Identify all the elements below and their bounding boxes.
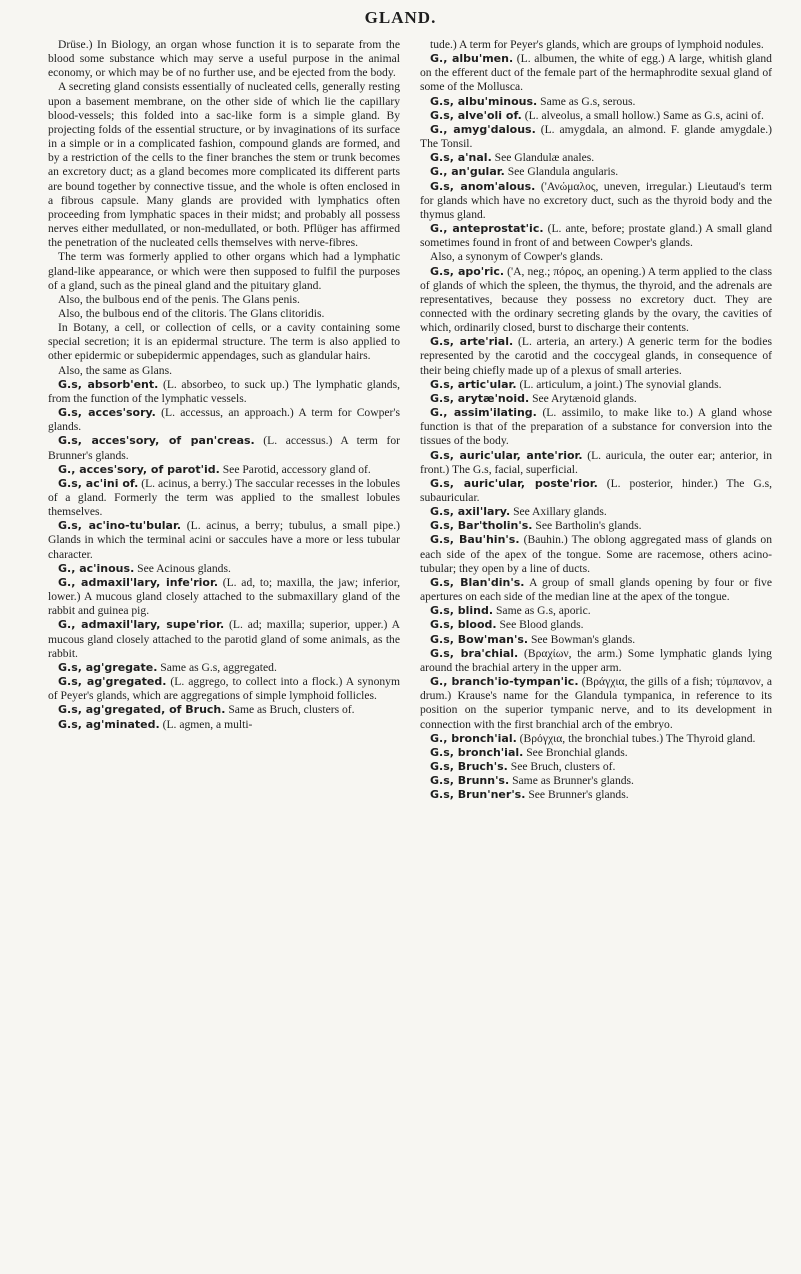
entry-text: See Brunner's glands. [528,788,629,802]
dictionary-entry [420,123,772,151]
entry-text: (L. alveolus, a small hollow.) Same as G.s, acini of. [524,108,764,122]
dictionary-entry [420,618,772,632]
body-paragraph [420,250,772,264]
entry-text: (L. articulum, a joint.) The synovial glands. [519,377,722,391]
entry-text: (L. albumen, the white of egg.) A large, whitish gland on the efferent duct of the female part of the hermaphrodite sexual gland of some of the Mollusca. [420,52,772,94]
entry-text: (L. ad, to; maxilla, the jaw; inferior, lower.) A mucous gland closely attached to the submaxillary gland of the rabbit and guinea pig. [48,575,400,618]
entry-headword: G.s, bra'chial. [430,646,519,660]
entry-headword: G.s, ag'gregated. [58,675,167,689]
dictionary-entry [420,222,772,250]
entry-text: A group of small glands opening by four or five apertures on each side of the median line at the apex of the tongue. [420,575,772,604]
entry-headword: G.s, Bau'hin's. [430,533,520,547]
dictionary-entry [420,477,772,505]
entry-text: Also, a synonym of Cowper's glands. [430,250,604,264]
entry-headword: G.s, bronch'ial. [430,745,524,759]
entry-headword: G., amyg'dalous. [430,122,536,136]
entry-headword: G.s, alve'oli of. [430,108,522,122]
entry-headword: G.s, Brunn's. [430,774,510,788]
entry-headword: G.s, anom'alous. [430,179,536,193]
dictionary-entry [420,788,772,802]
body-paragraph [48,364,400,378]
dictionary-entry [420,265,772,336]
entry-text: See Glandula angularis. [507,165,619,179]
dictionary-entry [420,505,772,519]
entry-headword: G.s, Brun'ner's. [430,788,526,802]
entry-text: (Βράγχια, the gills of a fish; τύμπανον, a drum.) Krause's name for the Glandula tympanica, in reference to its position on the superior tympanic nerve, and to its development in connection with the first branchial arch of the embryo. [420,675,772,731]
dictionary-entry [420,746,772,760]
entry-headword: G.s, a'nal. [430,151,492,165]
dictionary-entry [420,52,772,94]
entry-headword: G.s, ag'gregated, of Bruch. [58,703,226,717]
dictionary-entry [420,449,772,477]
dictionary-entry [420,392,772,406]
entry-text: Drüse.) In Biology, an organ whose function it is to separate from the blood some substance which may serve a useful purpose in the animal economy, or which may be of no further use, and be ejected from the body. [48,38,400,80]
entry-headword: G., albu'men. [430,52,514,66]
entry-text: Same as G.s, serous. [540,94,636,108]
entry-headword: G.s, absorb'ent. [58,377,159,391]
entry-text: (Βραχίων, the arm.) Some lymphatic glands lying around the brachial artery in the upper arm. [420,646,772,674]
entry-text: See Bowman's glands. [530,632,636,646]
dictionary-entry [420,533,772,575]
dictionary-entry [420,109,772,123]
entry-text: (L. accessus.) A term for Brunner's glands. [48,434,400,462]
entry-headword: G.s, ag'minated. [58,717,160,731]
body-paragraph [48,80,400,250]
dictionary-entry [420,647,772,675]
entry-text: (L. amygdala, an almond. F. glande amygdale.) The Tonsil. [420,122,772,151]
entry-text: (L. posterior, hinder.) The G.s, subauricular. [420,476,772,504]
dictionary-entry [420,760,772,774]
entry-headword: G., anteprostat'ic. [430,222,544,236]
entry-headword: G.s, auric'ular, ante'rior. [430,448,583,462]
entry-text: Also, the same as Glans. [58,363,172,377]
entry-text: See Acinous glands. [137,561,231,575]
entry-headword: G.s, ac'ino-tu'bular. [58,519,182,533]
body-paragraph [48,38,400,80]
entry-text: (L. aggrego, to collect into a flock.) A synonym of Peyer's glands, which are aggregations of simple lymphoid follicles. [48,675,400,703]
entry-headword: G.s, artic'ular. [430,377,517,391]
body-paragraph [48,307,400,321]
entry-headword: G., admaxil'lary, supe'rior. [58,618,225,632]
entry-text: See Arytænoid glands. [532,391,637,405]
entry-text: ('A, neg.; πόρος, an opening.) A term applied to the class of glands of which the spleen, the thymus, the thyroid, and the adrenals are representatives, because they possess no excretory duct. They are connected with the ordinary secreting glands by the ovary, the cavities of which, ordinarily closed, burst to discharge their contents. [420,264,772,335]
entry-headword: G., branch'io-tympan'ic. [430,675,579,689]
entry-text: (Bauhin.) The oblong aggregated mass of glands on each side of the apex of the tongue. Some are racemose, others acino-tubular; they open by a line of ducts. [420,533,772,575]
entry-headword: G., admaxil'lary, infe'rior. [58,575,218,589]
entry-headword: G., acces'sory, of parot'id. [58,462,220,476]
dictionary-entry [48,378,400,406]
dictionary-entry [48,718,400,732]
entry-headword: G.s, auric'ular, poste'rior. [430,476,598,490]
dictionary-entry [420,633,772,647]
entry-text: Same as Bruch, clusters of. [228,703,355,717]
entry-headword: G.s, blind. [430,604,494,618]
body-paragraph [420,38,772,52]
entry-text: In Botany, a cell, or collection of cells, or a cavity containing some special secretion; it is an epidermal structure. The term is also applied to other epidermic or subepidermic appendages, such as glandular hairs. [48,321,400,363]
entry-text: tude.) A term for Peyer's glands, which are groups of lymphoid nodules. [430,38,764,51]
entry-headword: G.s, Blan'din's. [430,575,525,589]
entry-text: The term was formerly applied to other organs which had a lymphatic gland-like appearance, or which were then supposed to fulfil the purposes of a gland, such as the pineal gland and the pituitary gland. [48,250,400,292]
entry-text: (Βρόγχια, the bronchial tubes.) The Thyroid gland. [519,731,756,745]
entry-headword: G.s, blood. [430,618,497,632]
dictionary-entry [48,406,400,434]
dictionary-entry [48,661,400,675]
entry-headword: G.s, Bar'tholin's. [430,519,533,533]
entry-text: (L. auricula, the outer ear; anterior, in front.) The G.s, facial, superficial. [420,448,772,476]
left-column [48,38,400,1266]
dictionary-entry [48,618,400,660]
body-paragraph [48,321,400,363]
dictionary-entry [420,519,772,533]
entry-headword: G.s, axil'lary. [430,505,511,519]
dictionary-entry [48,463,400,477]
dictionary-entry [420,95,772,109]
dictionary-entry [420,604,772,618]
entry-text: Same as G.s, aggregated. [160,660,277,674]
entry-text: (L. arteria, an artery.) A generic term for the bodies represented by the carotid and the coccygeal glands, in consequence of their being chiefly made up of a plexus of small arteries. [420,335,772,377]
entry-headword: G.s, ag'gregate. [58,660,158,674]
entry-text: See Bronchial glands. [526,745,628,759]
entry-headword: G.s, ac'ini of. [58,476,139,490]
entry-text: Also, the bulbous end of the penis. The Glans penis. [58,292,300,306]
right-column [420,38,772,1266]
entry-text: (L. ad; maxilla; superior, upper.) A mucous gland closely attached to the parotid gland of some animals, as the rabbit. [48,618,400,660]
dictionary-entry [420,406,772,448]
entry-text: See Bartholin's glands. [535,519,642,533]
dictionary-entry [48,703,400,717]
entry-text: See Axillary glands. [513,505,607,519]
entry-text: (L. agmen, a multi- [162,717,253,731]
running-head: GLAND. [364,8,437,27]
entry-headword: G.s, arte'rial. [430,335,514,349]
entry-text: See Glandulæ anales. [494,151,595,165]
entry-text: (L. absorbeo, to suck up.) The lymphatic glands, from the function of the lymphatic vessels. [48,377,400,405]
entry-text: (L. accessus, an approach.) A term for Cowper's glands. [48,406,400,434]
entry-text: (L. acinus, a berry; tubulus, a small pipe.) Glands in which the terminal acini or saccules have a more or less tubular character. [48,519,400,561]
dictionary-entry [420,165,772,179]
entry-headword: G., an'gular. [430,165,505,179]
body-paragraph [48,293,400,307]
entry-headword: G.s, acces'sory, of pan'creas. [58,434,255,448]
dictionary-entry [420,180,772,222]
entry-text: A secreting gland consists essentially of nucleated cells, generally resting upon a basement membrane, on the other side of which lie the capillary blood-vessels; this folded into a sac-like form is a simple gland. By projecting folds of the essential structure, or by invaginations of its surface in a simple or in a complicated fashion, compound glands are formed, and by a restriction of the cells to the finer branches the stem or trunk becomes an excretory duct; as a gland becomes more complicated its different parts are bound together by connective tissue, and the whole is often enclosed in a fibrous capsule. Many glands are provided with lymphatics often proceeding from lymphatic spaces in their midst; and probably all possess nerves either medullated, or non-medullated, or both. Pflüger has affirmed the penetration of the nucleated cells themselves with nerve-fibres. [48,80,400,250]
dictionary-entry [48,477,400,519]
entry-text: Same as G.s, aporic. [495,604,591,618]
entry-text: See Bruch, clusters of. [510,759,616,773]
entry-headword: G., bronch'ial. [430,731,517,745]
dictionary-entry [420,335,772,377]
entry-headword: G., ac'inous. [58,561,135,575]
entry-text: See Parotid, accessory gland of. [222,462,371,476]
dictionary-entry [420,732,772,746]
dictionary-entry [420,576,772,604]
dictionary-entry [420,774,772,788]
entry-text: (L. assimilo, to make like to.) A gland whose function is that of the preparation of a substance for conversion into the tissues of the body. [420,406,772,448]
entry-headword: G.s, albu'minous. [430,94,538,108]
dictionary-entry [48,675,400,703]
dictionary-entry [48,434,400,462]
body-paragraph [48,250,400,292]
entry-headword: G.s, apo'ric. [430,264,505,278]
entry-headword: G.s, Bruch's. [430,759,508,773]
entry-text: Same as Brunner's glands. [512,774,634,788]
entry-text: (L. ante, before; prostate gland.) A small gland sometimes found in front of and between Cowper's glands. [420,222,772,250]
dictionary-entry [420,151,772,165]
entry-text: (L. acinus, a berry.) The saccular recesses in the lobules of a gland. Formerly the term was applied to the smallest lobules themselves. [48,476,400,519]
dictionary-entry [48,576,400,618]
entry-headword: G.s, acces'sory. [58,406,156,420]
dictionary-entry [48,562,400,576]
dictionary-entry [420,378,772,392]
entry-text: Also, the bulbous end of the clitoris. The Glans clitoridis. [58,306,325,320]
entry-headword: G.s, Bow'man's. [430,632,529,646]
dictionary-entry [420,675,772,732]
entry-text: See Blood glands. [499,618,584,632]
dictionary-entry [48,519,400,561]
entry-headword: G.s, arytæ'noid. [430,391,530,405]
entry-headword: G., assim'ilating. [430,406,537,420]
entry-text: ('Ανώμαλος, uneven, irregular.) Lieutaud's term for glands which have no excretory duct, such as the thyroid body and the thymus gland. [420,179,772,221]
